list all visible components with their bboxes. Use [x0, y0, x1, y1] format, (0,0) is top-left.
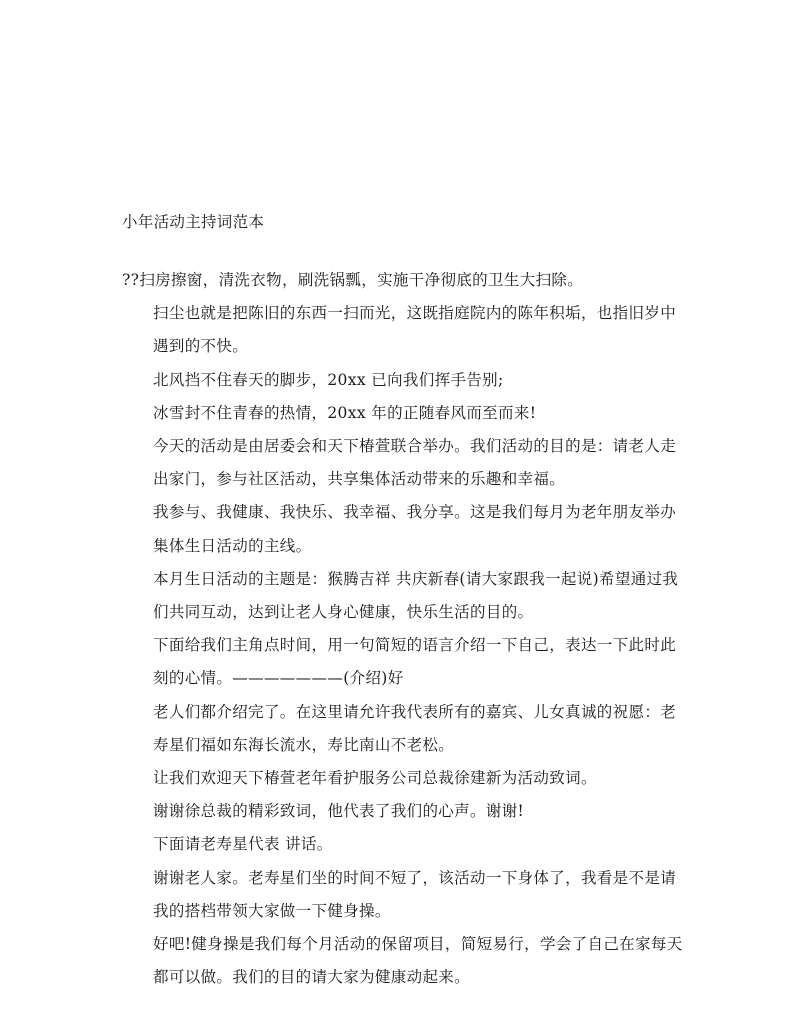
paragraph	[122, 364, 678, 397]
text-line: 今天的活动是由居委会和天下椿萱联合举办。我们活动的目的是：请老人走	[153, 437, 677, 456]
paragraph	[122, 928, 683, 994]
text-line: 都可以做。我们的目的请大家为健康动起来。	[153, 968, 471, 987]
paragraph	[122, 297, 678, 363]
paragraph	[122, 795, 678, 828]
text-line: 冰雪封不住青春的热情，20xx 年的正随春风而至而来!	[153, 403, 537, 422]
paragraph	[122, 696, 678, 762]
text-line: 扫尘也就是把陈旧的东西一扫而光，这既指庭院内的陈年积垢，也指旧岁中	[153, 304, 677, 323]
document-body	[122, 264, 683, 994]
paragraph	[122, 762, 678, 795]
paragraph	[122, 430, 678, 496]
text-line: 我的搭档带领大家做一下健身操。	[153, 901, 391, 920]
text-line: 出家门，参与社区活动，共享集体活动带来的乐趣和幸福。	[153, 470, 566, 489]
document-title: 小年活动主持词范本	[122, 213, 265, 231]
text-line: 集体生日活动的主线。	[153, 536, 312, 555]
text-line: 我参与、我健康、我快乐、我幸福、我分享。这是我们每月为老年朋友举办	[153, 503, 677, 522]
paragraph	[122, 629, 678, 695]
text-line: 北风挡不住春天的脚步，20xx 已向我们挥手告别;	[153, 370, 504, 389]
text-line: 刻的心情。———————(介绍)好	[153, 669, 404, 688]
text-line: 们共同互动，达到让老人身心健康，快乐生活的目的。	[153, 603, 534, 622]
paragraph	[122, 563, 678, 629]
text-line: 谢谢老人家。老寿星们坐的时间不短了，该活动一下身体了，我看是不是请	[153, 868, 677, 887]
text-line: 好吧!健身操是我们每个月活动的保留项目，简短易行，学会了自己在家每天	[153, 935, 683, 954]
paragraph	[122, 264, 678, 297]
text-line: 谢谢徐总裁的精彩致词，他代表了我们的心声。谢谢!	[153, 802, 525, 821]
text-line: 下面给我们主角点时间，用一句简短的语言介绍一下自己，表达一下此时此	[153, 636, 677, 655]
text-line: ??扫房擦窗，清洗衣物，刷洗锅瓢，实施干净彻底的卫生大扫除。	[122, 271, 584, 289]
paragraph	[122, 397, 678, 430]
text-line: 老人们都介绍完了。在这里请允许我代表所有的嘉宾、儿女真诚的祝愿：老	[153, 702, 677, 721]
text-line: 下面请老寿星代表 讲话。	[153, 835, 333, 854]
paragraph	[122, 828, 678, 861]
text-line: 寿星们福如东海长流水，寿比南山不老松。	[153, 735, 455, 754]
text-line: 遇到的不快。	[153, 337, 249, 356]
paragraph	[122, 862, 678, 928]
text-line: 让我们欢迎天下椿萱老年看护服务公司总裁徐建新为活动致词。	[153, 769, 597, 788]
text-line: 本月生日活动的主题是：猴腾吉祥 共庆新春(请大家跟我一起说)希望通过我	[153, 569, 679, 588]
paragraph	[122, 496, 678, 562]
